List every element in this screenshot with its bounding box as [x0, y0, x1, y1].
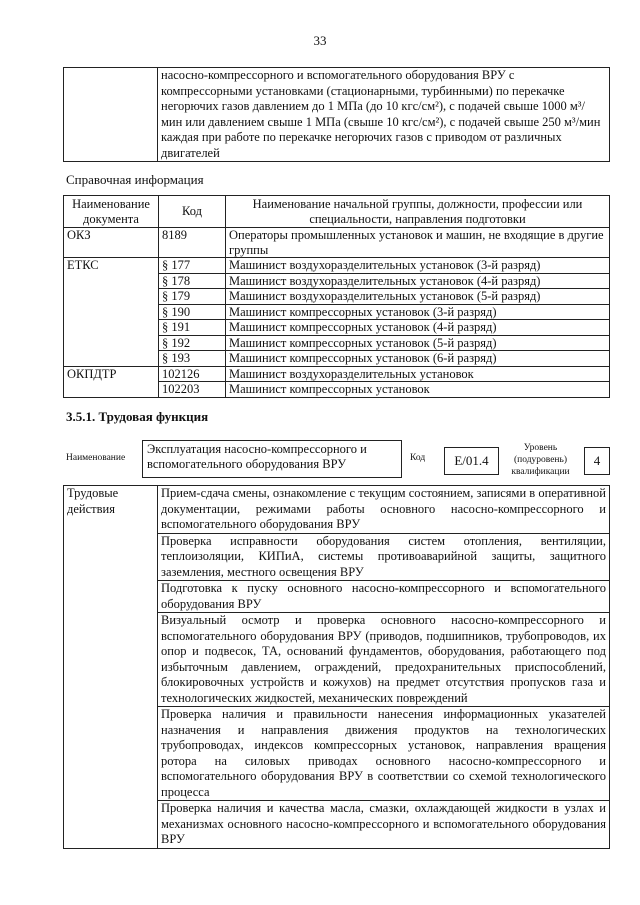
action-item: Подготовка к пуску основного насосно-компрессорного и вспомогательного оборудования ВРУ	[158, 581, 610, 613]
row-name: Машинист компрессорных установок (4-й разряд)	[226, 320, 610, 336]
function-level-box: 4	[584, 447, 610, 475]
table-row	[64, 366, 610, 382]
row-code: 102203	[159, 382, 226, 398]
row-code: 102126	[159, 366, 226, 382]
header-code: Код	[159, 196, 226, 228]
action-item: Проверка наличия и правильности нанесения информационных указателей назначения и направления движения продуктов на технологических трубопроводах, индексов компрессорных установок, направления вращения ротора на силовых приводах основного насосно-компрессорного и вспомогательного оборудования ВРУ в соответствии со схемой технологического процесса	[158, 707, 610, 801]
function-heading: 3.5.1. Трудовая функция	[66, 409, 209, 424]
row-name: Машинист воздухоразделительных установок (4-й разряд)	[226, 273, 610, 289]
function-code-label: Код	[410, 453, 426, 463]
function-level-label: Уровень (подуровень) квалификации	[511, 443, 570, 477]
row-name: Машинист воздухоразделительных установок (3-й разряд)	[226, 258, 610, 274]
page-number: 33	[313, 33, 327, 48]
row-name: Машинист компрессорных установок	[226, 382, 610, 398]
row-code: § 177	[159, 258, 226, 274]
row-doc: ОКЗ	[64, 228, 159, 258]
continuation-text: насосно-компрессорного и вспомогательного оборудования ВРУ с компрессорными установками (стационарными, турбинными) по перекачке негорючих газов давлением до 1 МПа (до 10 кгс/см²), с подачей свыше 1000 м³/мин или давлением свыше 1 МПа (свыше 10 кгс/см²), с подачей свыше 250 м³/мин каждая при работе по перекачке негорючих газов с приводом от различных двигателей	[158, 68, 610, 162]
row-name: Машинист компрессорных установок (6-й разряд)	[226, 351, 610, 367]
actions-label: Трудовые действия	[64, 486, 158, 849]
function-name-label: Наименование	[66, 453, 126, 463]
actions-table	[63, 485, 610, 849]
action-item: Прием-сдача смены, ознакомление с текущим состоянием, записями в оперативной документации, режимами работы основного насосно-компрессорного и вспомогательного оборудования ВРУ	[158, 486, 610, 534]
action-item: Проверка исправности оборудования систем отопления, вентиляции, теплоизоляции, КИПиА, системы противоаварийной защиты, защитного заземления, местного освещения ВРУ	[158, 533, 610, 581]
row-name: Машинист воздухоразделительных установок (5-й разряд)	[226, 289, 610, 305]
header-doc: Наименование документа	[64, 196, 159, 228]
row-code: § 179	[159, 289, 226, 305]
continuation-table	[63, 67, 610, 162]
row-code: § 193	[159, 351, 226, 367]
row-code: § 191	[159, 320, 226, 336]
continuation-empty-cell	[64, 68, 158, 162]
action-item: Проверка наличия и качества масла, смазки, охлаждающей жидкости в узлах и механизмах основного насосно-компрессорного и вспомогательного оборудования ВРУ	[158, 801, 610, 849]
row-code: § 190	[159, 304, 226, 320]
row-name: Машинист воздухоразделительных установок	[226, 366, 610, 382]
row-code: 8189	[159, 228, 226, 258]
row-code: § 178	[159, 273, 226, 289]
action-item: Визуальный осмотр и проверка основного насосно-компрессорного и вспомогательного оборудования ВРУ (приводов, подшипников, трубопроводов, их опор и подвесок, ТА, оснований фундаментов, оборудования, работающего под избыточным давлением, ограждений, предохранительных приспособлений, блокировочных устройств и кожухов) на предмет отсутствия пропусков газа и технологических жидкостей, механических повреждений	[158, 613, 610, 707]
function-name-box: Эксплуатация насосно-компрессорного и вспомогательного оборудования ВРУ	[142, 440, 402, 478]
row-name: Операторы промышленных установок и машин, не входящие в другие группы	[226, 228, 610, 258]
row-doc: ЕТКС	[64, 258, 159, 367]
row-name: Машинист компрессорных установок (3-й разряд)	[226, 304, 610, 320]
reference-title: Справочная информация	[66, 172, 204, 187]
table-row	[64, 228, 610, 258]
reference-table	[63, 195, 610, 398]
row-code: § 192	[159, 335, 226, 351]
header-name: Наименование начальной группы, должности, профессии или специальности, направления подготовки	[226, 196, 610, 228]
function-code-box: E/01.4	[444, 447, 499, 475]
row-name: Машинист компрессорных установок (5-й разряд)	[226, 335, 610, 351]
table-row	[64, 258, 610, 274]
row-doc: ОКПДТР	[64, 366, 159, 397]
